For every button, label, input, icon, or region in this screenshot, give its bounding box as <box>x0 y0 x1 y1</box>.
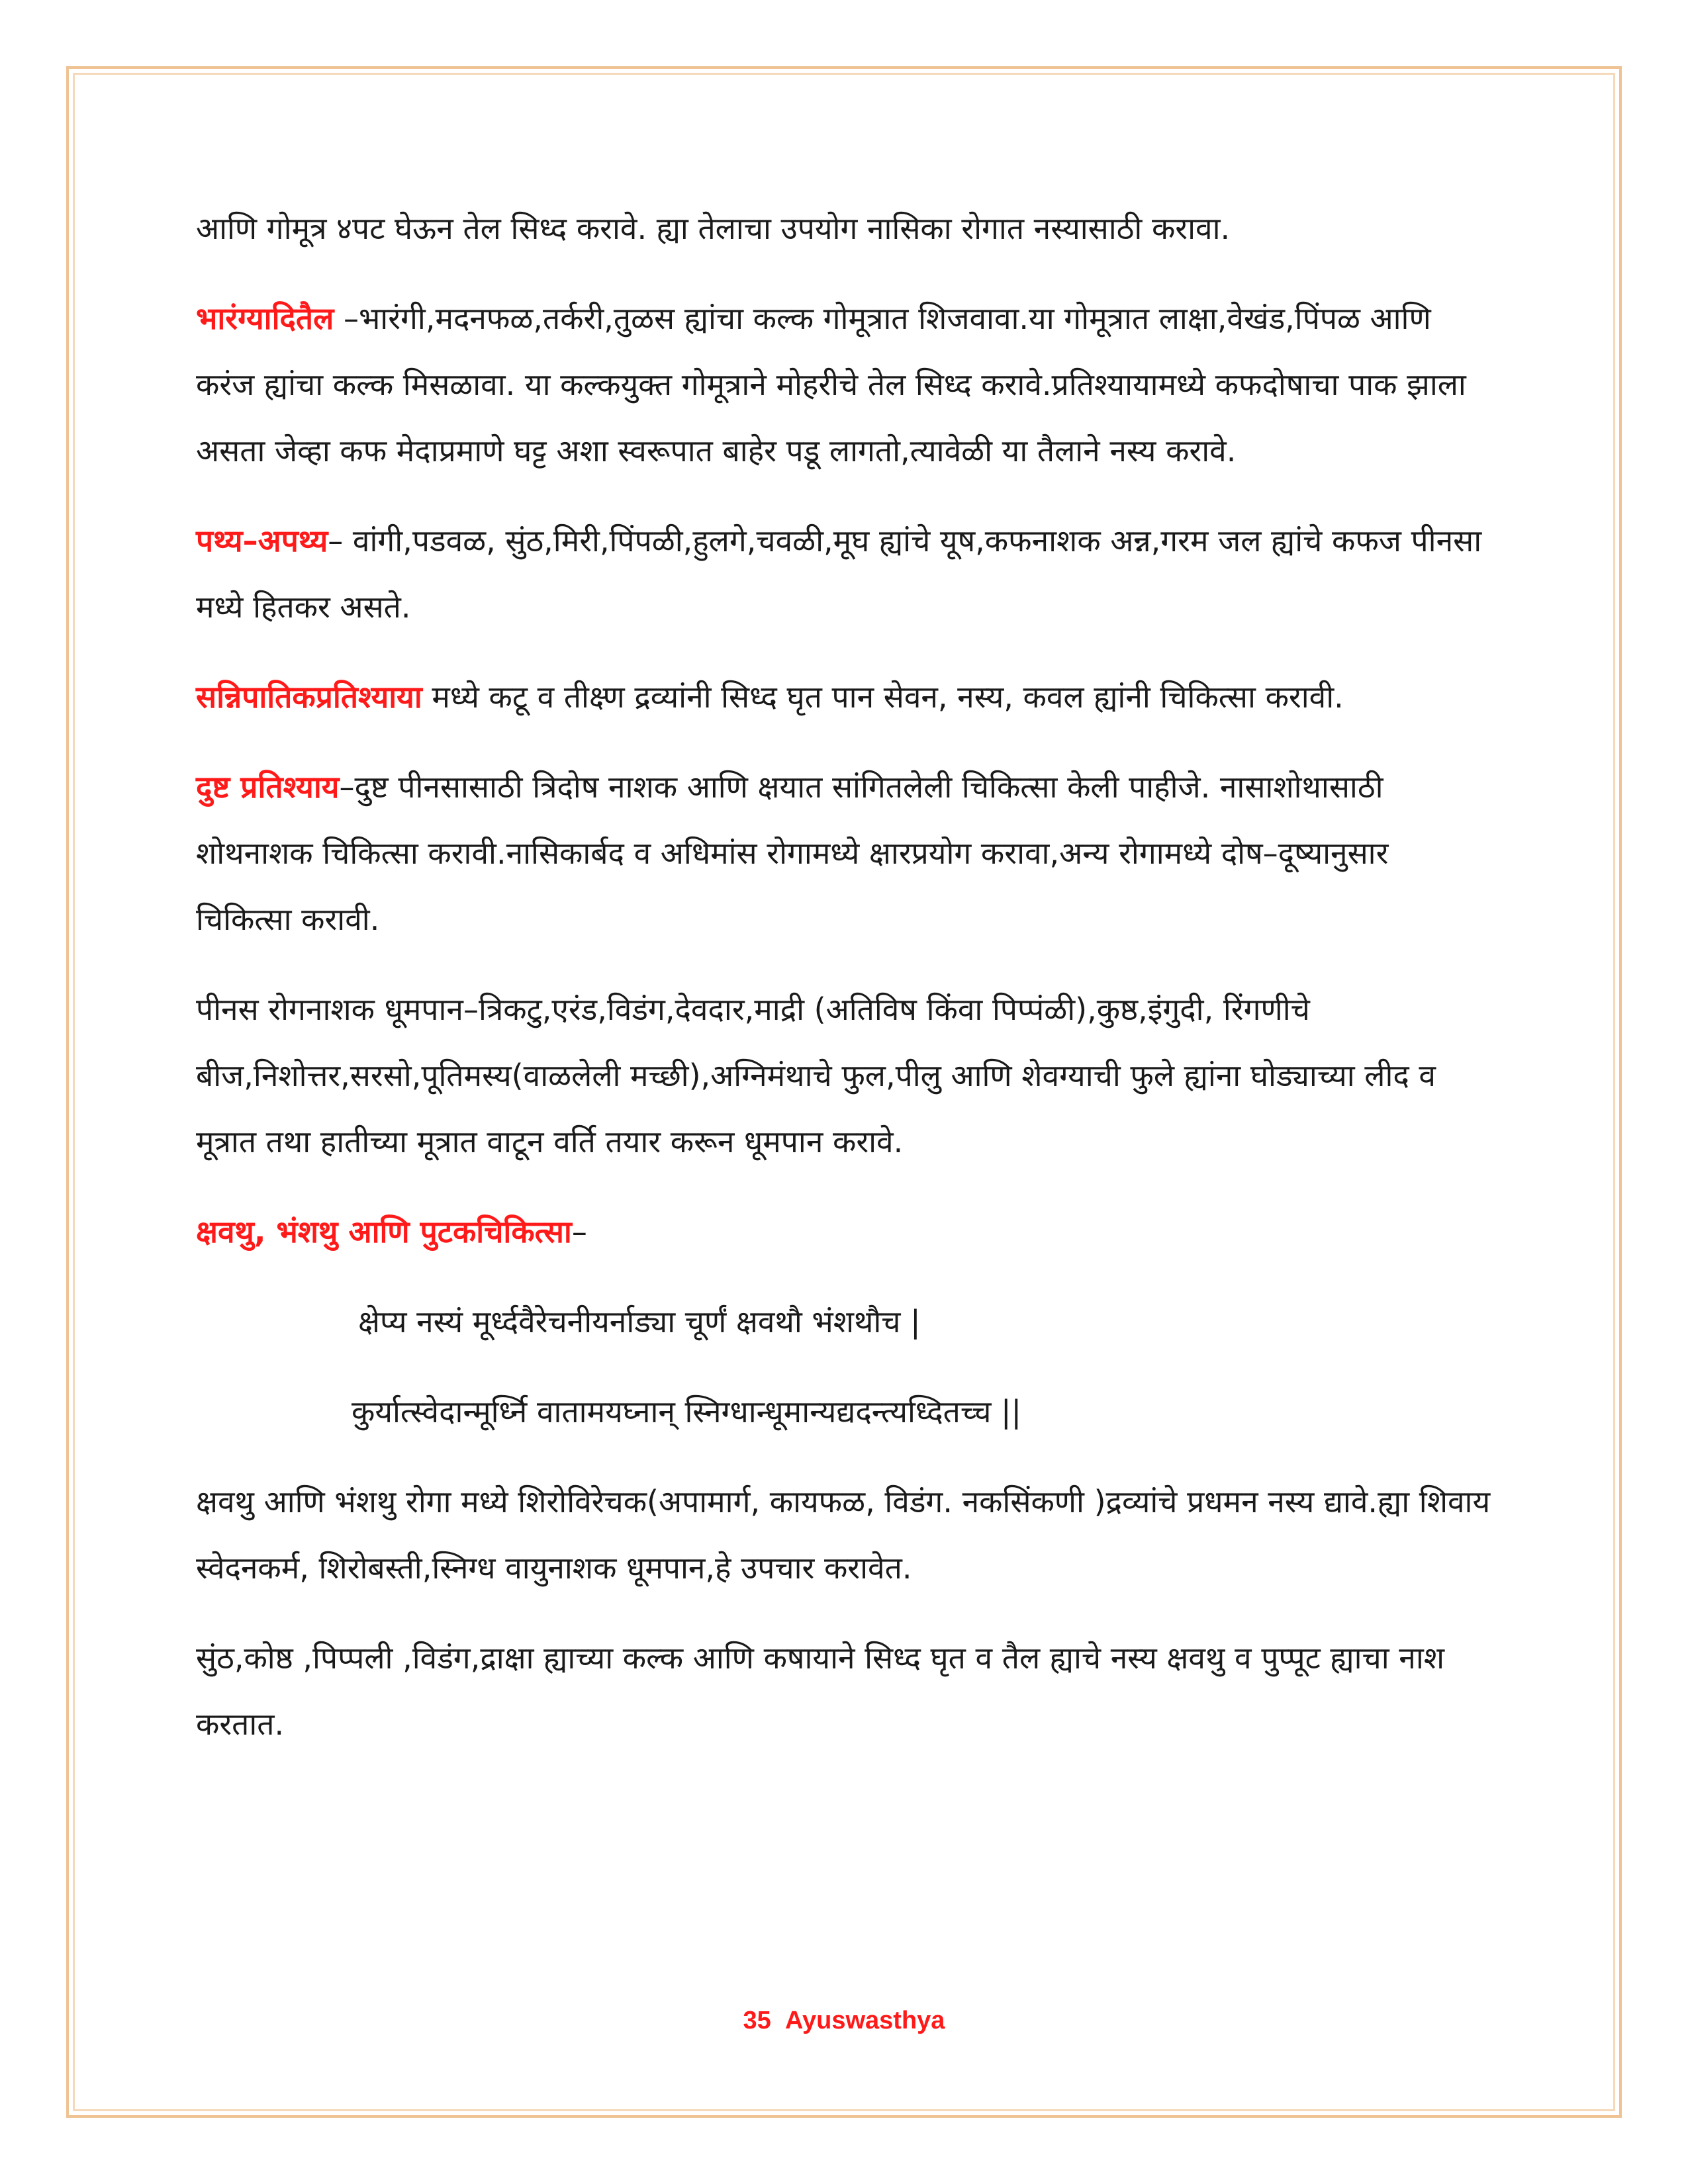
paragraph-nasya <box>196 1625 1493 1757</box>
paragraph-dushta-pratishyay <box>196 754 1493 952</box>
paragraph-text: पीनस रोगनाशक धूमपान–त्रिकटु,एरंड,विडंग,देवदार,माद्री (अतिविष किंवा पिप्पंळी),कुष्ठ,इंगुदी, रिंगणीचे बीज,निशोत्तर,सरसो,पूतिमस्य(वाळलेली मच्छी),अग्निमंथाचे फुल,पीलु आणि शेवग्याची फुले ह्यांना घोड्याच्या लीद व मूत्रात तथा हातीच्या मूत्रात वाटून वर्ति तयार करून धूमपान करावे. <box>196 991 1436 1160</box>
section-heading: सन्निपातिकप्रतिश्याया <box>196 679 422 715</box>
verse-text: क्षेप्य नस्यं मूर्ध्दवैरेचनीयर्नाड्या चूर्णं क्षवथौ भंशथौच | <box>358 1304 921 1340</box>
section-heading: भारंग्यादितैल <box>196 300 334 336</box>
paragraph-text: – वांगी,पडवळ, सुंठ,मिरी,पिंपळी,हुलगे,चवळी,मूघ ह्यांचे यूष,कफनाशक अन्न,गरम जल ह्यांचे कफज पीनसा मध्ये हितकर असते. <box>196 523 1482 625</box>
document-body <box>196 195 1493 1781</box>
paragraph-text: –भारंगी,मदनफळ,तर्करी,तुळस ह्यांचा कल्क गोमूत्रात शिजवावा.या गोमूत्रात लाक्षा,वेखंड,पिंपळ आणि करंज ह्यांचा कल्क मिसळावा. या कल्कयुक्त गोमूत्राने मोहरीचे तेल सिध्द करावे.प्रतिश्यायामध्ये कफदोषाचा पाक झाला असता जेव्हा कफ मेदाप्रमाणे घट्ट अशा स्वरूपात बाहेर पडू लागतो,त्यावेळी या तैलाने नस्य करावे. <box>196 300 1466 469</box>
verse-text: कुर्यात्स्वेदान्मूर्ध्नि वातामयघ्नान् स्निग्धान्धूमान्यद्यदन्त्यध्दितच्च || <box>352 1394 1022 1430</box>
page-footer <box>0 2007 1688 2035</box>
section-heading: दुष्ट प्रतिश्याय <box>196 769 340 805</box>
page-number: 35 <box>743 2007 771 2034</box>
section-heading: क्षवथु, भंशथु आणि पुटकचिकित्सा <box>196 1214 572 1250</box>
footer-title: Ayuswasthya <box>784 2007 945 2034</box>
paragraph-intro <box>196 195 1493 261</box>
section-heading: पथ्य–अपथ्य <box>196 523 328 559</box>
paragraph-shirovirechak <box>196 1469 1493 1601</box>
paragraph-kshavathu-heading <box>196 1199 1493 1265</box>
paragraph-dhoompan <box>196 976 1493 1175</box>
verse-line-1 <box>196 1289 1493 1355</box>
paragraph-text: क्षवथु आणि भंशथु रोगा मध्ये शिरोविरेचक(अपामार्ग, कायफळ, विडंग. नकसिंकणी )द्रव्यांचे प्रधमन नस्य द्यावे.ह्या शिवाय स्वेदनकर्म, शिरोबस्ती,स्निग्ध वायुनाशक धूमपान,हे उपचार करावेत. <box>196 1484 1491 1586</box>
paragraph-bharangyaditail <box>196 285 1493 484</box>
verse-line-2 <box>196 1379 1493 1445</box>
heading-dash: – <box>571 1214 587 1250</box>
paragraph-text: –दुष्ट पीनसासाठी त्रिदोष नाशक आणि क्षयात सांगितलेली चिकित्सा केली पाहीजे. नासाशोथासाठी शोथनाशक चिकित्सा करावी.नासिकार्बद व अधिमांस रोगामध्ये क्षारप्रयोग करावा,अन्य रोगामध्ये दोष–दूष्यानुसार चिकित्सा करावी. <box>196 769 1389 937</box>
paragraph-sannipatik <box>196 664 1493 730</box>
paragraph-pathya-apathya <box>196 508 1493 640</box>
paragraph-text: आणि गोमूत्र ४पट घेऊन तेल सिध्द करावे. ह्या तेलाचा उपयोग नासिका रोगात नस्यासाठी करावा. <box>196 210 1231 246</box>
paragraph-text: मध्ये कटू व तीक्ष्ण द्रव्यांनी सिध्द घृत पान सेवन, नस्य, कवल ह्यांनी चिकित्सा करावी. <box>422 679 1344 715</box>
paragraph-text: सुंठ,कोष्ठ ,पिप्पली ,विडंग,द्राक्षा ह्याच्या कल्क आणि कषायाने सिध्द घृत व तैल ह्याचे नस्य क्षवथु व पुप्पूट ह्याचा नाश करतात. <box>196 1640 1445 1742</box>
